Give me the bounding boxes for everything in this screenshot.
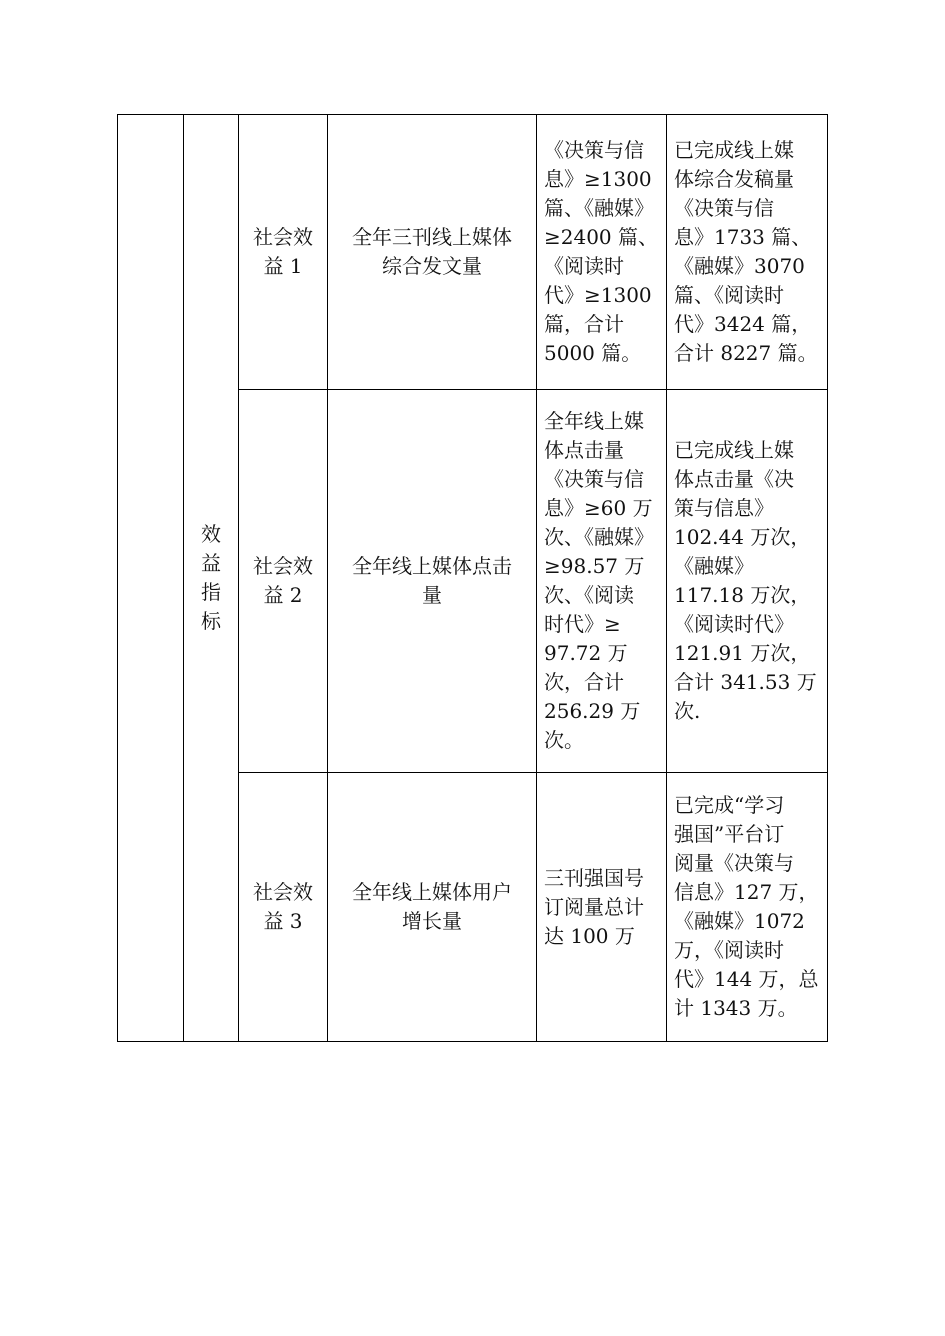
result-cell xyxy=(667,773,828,1042)
result-cell xyxy=(667,390,828,773)
content-cell xyxy=(328,115,537,390)
content-cell xyxy=(328,390,537,773)
content-cell xyxy=(328,773,537,1042)
content-text: 全年线上媒体点击 量 xyxy=(352,554,512,607)
category-cell xyxy=(184,115,239,1042)
table-row xyxy=(118,115,828,390)
indicator-label: 社会效 益 1 xyxy=(253,225,313,278)
blank-first-level-cell xyxy=(118,115,184,1042)
result-text: 已完成“学习 强国”平台订 阅量《决策与 信息》127 万， 《融媒》1072 万，《阅读时 代》144 万，总 计 1343 万。 xyxy=(674,793,819,1020)
target-text: 《决策与信 息》≥1300 篇、《融媒》 ≥2400 篇、 《阅读时 代》≥1300 篇，合计 5000 篇。 xyxy=(544,138,659,365)
indicator-cell xyxy=(239,773,328,1042)
indicator-label: 社会效 益 3 xyxy=(253,880,313,933)
indicator-table xyxy=(117,114,828,1042)
result-text: 已完成线上媒 体综合发稿量 《决策与信 息》1733 篇、 《融媒》3070 篇、《阅读时 代》3424 篇， 合计 8227 篇。 xyxy=(674,138,818,365)
category-label: 效益指标 xyxy=(201,522,221,633)
target-text: 全年线上媒 体点击量 《决策与信 息》≥60 万 次、《融媒》 ≥98.57 万 次、《阅读 时代》≥ 97.72 万 次，合计 256.29 万 次。 xyxy=(544,409,654,752)
result-cell xyxy=(667,115,828,390)
target-cell xyxy=(537,390,667,773)
indicator-label: 社会效 益 2 xyxy=(253,554,313,607)
indicator-cell xyxy=(239,115,328,390)
target-text: 三刊强国号 订阅量总计 达 100 万 xyxy=(544,865,644,948)
result-text: 已完成线上媒 体点击量《决 策与信息》 102.44 万次， 《融媒》 117.18 万次， 《阅读时代》 121.91 万次， 合计 341.53 万 次. xyxy=(674,438,817,723)
target-cell xyxy=(537,115,667,390)
content-text: 全年三刊线上媒体 综合发文量 xyxy=(352,225,512,278)
content-text: 全年线上媒体用户 增长量 xyxy=(352,880,512,933)
target-cell xyxy=(537,773,667,1042)
indicator-cell xyxy=(239,390,328,773)
